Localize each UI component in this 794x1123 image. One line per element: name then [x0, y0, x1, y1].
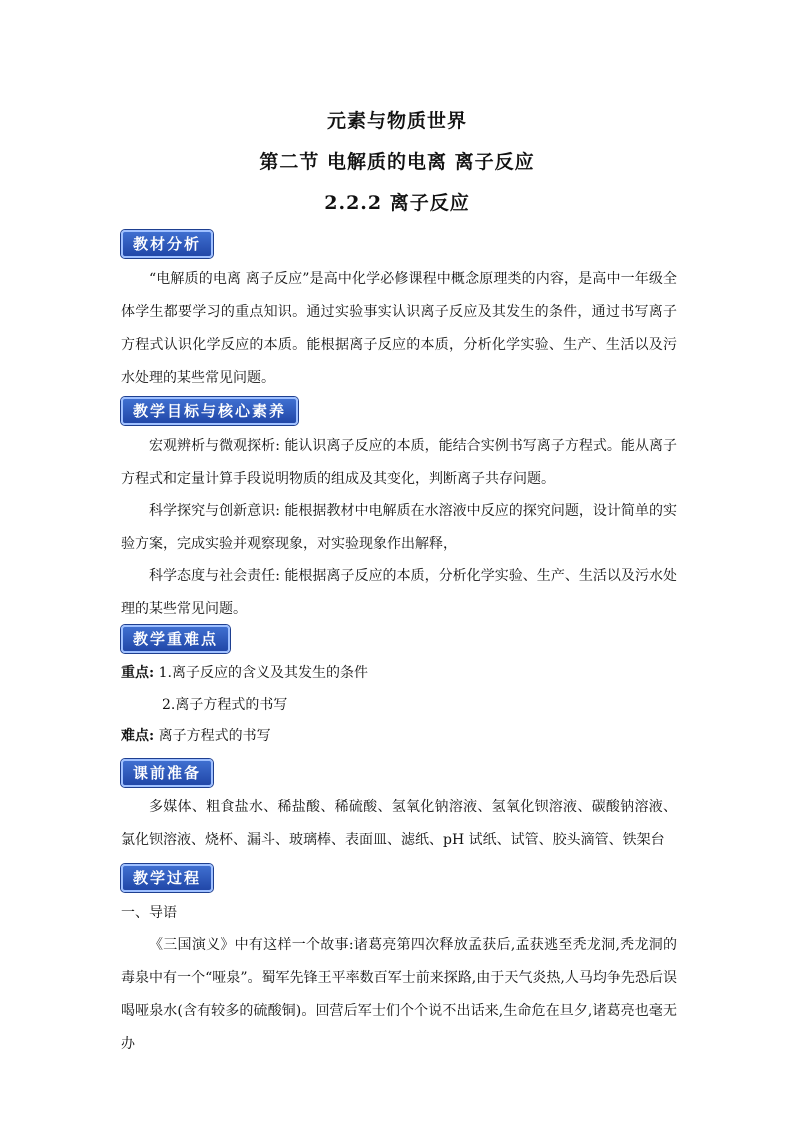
banner-process: 教学过程	[121, 864, 213, 892]
key-point-1: 1.离子反应的含义及其发生的条件	[158, 665, 368, 681]
doc-title: 元素与物质世界	[326, 110, 467, 132]
key-point-line-1	[121, 663, 368, 683]
lesson-title: 2.2.2 离子反应	[324, 192, 470, 214]
banner-keypoints: 教学重难点	[121, 625, 230, 653]
preparation-paragraph: 多媒体、粗食盐水、稀盐酸、稀硫酸、氢氧化钠溶液、氢氧化钡溶液、碳酸钠溶液、氯化钡溶液、烧杯、漏斗、玻璃棒、表面皿、滤纸、pH 试纸、试管、胶头滴管、铁架台	[121, 799, 677, 848]
difficulty-label: 难点:	[121, 728, 155, 744]
difficulty-1: 离子方程式的书写	[158, 728, 271, 744]
banner-goals: 教学目标与核心素养	[121, 397, 298, 425]
goal-paragraph-3: 科学态度与社会责任: 能根据离子反应的本质，分析化学实验、生产、生活以及污水处理的某些常见问题。	[121, 568, 677, 617]
difficulty-line	[121, 726, 271, 746]
goal-paragraph-2: 科学探究与创新意识: 能根据教材中电解质在水溶液中反应的探究问题，设计简单的实验方案，完成实验并观察现象，对实验现象作出解释，	[121, 503, 677, 552]
key-label: 重点:	[121, 665, 155, 681]
banner-preparation: 课前准备	[121, 759, 213, 787]
section-title: 第二节 电解质的电离 离子反应	[259, 151, 535, 173]
key-point-2: 2.离子方程式的书写	[162, 697, 288, 713]
process-paragraph: 《三国演义》中有这样一个故事:诸葛亮第四次释放孟获后,孟获逃至秃龙洞,秃龙洞的毒泉中有一个“哑泉”。蜀军先锋王平率数百军士前来探路,由于天气炎热,人马均争先恐后误喝哑泉水(含有较多的硫酸铜)。回营后军士们个个说不出话来,生命危在旦夕,诸葛亮也毫无办	[121, 937, 677, 1052]
analysis-paragraph: “电解质的电离 离子反应”是高中化学必修课程中概念原理类的内容，是高中一年级全体学生都要学习的重点知识。通过实验事实认识离子反应及其发生的条件，通过书写离子方程式认识化学反应的本质。能根据离子反应的本质，分析化学实验、生产、生活以及污水处理的某些常见问题。	[121, 271, 677, 386]
banner-textbook-analysis: 教材分析	[121, 230, 213, 258]
goal-paragraph-1: 宏观辨析与微观探析: 能认识离子反应的本质，能结合实例书写离子方程式。能从离子方程式和定量计算手段说明物质的组成及其变化，判断离子共存问题。	[121, 438, 677, 487]
process-subheading: 一、导语	[121, 905, 177, 921]
